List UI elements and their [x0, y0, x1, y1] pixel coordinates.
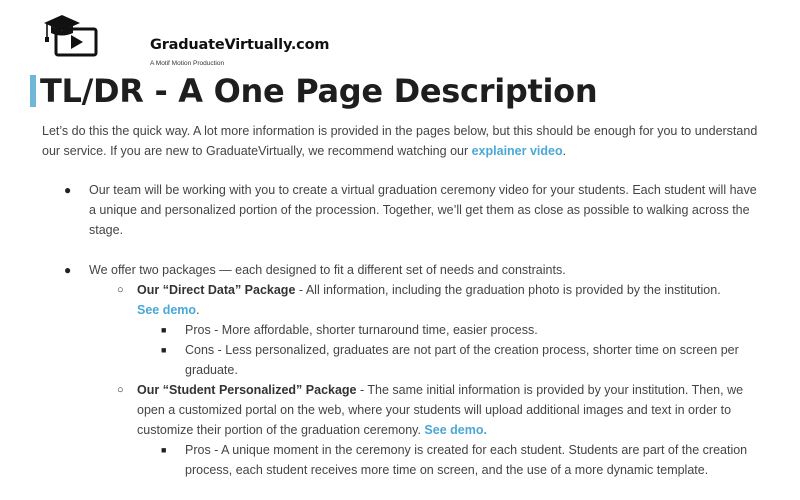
graduation-cap-play-icon: [42, 14, 100, 58]
team-bullet-text: Our team will be working with you to create a virtual graduation ceremony video for your students. Each student will have a unique and personalized portion of the procession. Together, we’ll get them as close as possible to walking across the stage.: [89, 183, 757, 237]
student-pros: Pros - A unique moment in the ceremony is created for each student. Students are part of the creation process, each student receives more time on screen, and the use of a more dynamic template.: [185, 443, 748, 477]
student-personalized-package: [137, 380, 767, 440]
intro-text: Let’s do this the quick way. A lot more information is provided in the pages below, but this should be enough for you to understand our service. If you are new to GraduateVirtually, we recommend watching our: [42, 124, 758, 158]
direct-package-end: .: [196, 303, 200, 317]
brand-logo[interactable]: [42, 14, 330, 67]
page-title: TL/DR - A One Page Description: [40, 72, 598, 110]
bullet-disc-icon: ●: [64, 183, 72, 197]
student-package-text: - The same initial information is provided by your institution. Then, we open a customized portal on the web, where your students will upload additional images and text in order to customize their portion of the graduation ceremony.: [137, 383, 744, 437]
direct-see-demo-link[interactable]: See demo: [137, 303, 197, 317]
intro-end: .: [562, 144, 567, 158]
bullet-circle-icon: ○: [117, 384, 124, 396]
direct-data-package: [137, 280, 737, 320]
brand-name: GraduateVirtually.com: [150, 37, 330, 53]
bullet-square-icon: ■: [161, 345, 167, 355]
student-package-name: Our “Student Personalized” Package: [137, 383, 357, 397]
explainer-video-link[interactable]: explainer video: [471, 144, 563, 158]
direct-package-name: Our “Direct Data” Package: [137, 283, 296, 297]
title-accent-bar: [30, 75, 36, 107]
bullet-circle-icon: ○: [117, 284, 124, 296]
direct-cons: Cons - Less personalized, graduates are not part of the creation process, shorter time on screen per graduate.: [185, 343, 739, 377]
brand-tagline: A Motif Motion Production: [150, 60, 225, 67]
bullet-square-icon: ■: [161, 325, 167, 335]
direct-pros: Pros - More affordable, shorter turnaround time, easier process.: [185, 323, 538, 337]
direct-package-text: - All information, including the graduation photo is provided by the institution.: [295, 283, 721, 297]
bullet-disc-icon: ●: [64, 263, 72, 277]
student-see-demo-link[interactable]: See demo.: [424, 423, 487, 437]
bullet-square-icon: ■: [161, 445, 167, 455]
packages-intro-text: We offer two packages — each designed to fit a different set of needs and constraints.: [89, 263, 566, 277]
intro-paragraph: [42, 121, 762, 161]
